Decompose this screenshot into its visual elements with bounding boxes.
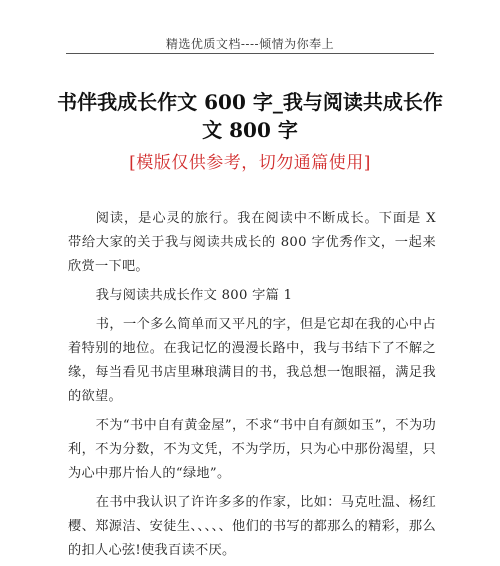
header-divider (66, 53, 434, 54)
paragraph: 阅读，是心灵的旅行。我在阅读中不断成长。下面是 X 带给大家的关于我与阅读共成长的 800 字优秀作文，一起来欣赏一下吧。 (68, 211, 436, 274)
section-heading: 我与阅读共成长作文 800 字篇 1 (95, 288, 293, 303)
document-body (68, 207, 436, 566)
page-header: 精选优质文档----倾情为你奉上 (165, 37, 335, 51)
template-notice: [模版仅供参考，切勿通篇使用] (129, 153, 371, 173)
paragraph: 书，一个多么简单而又平凡的字，但是它却在我的心中占着特别的地位。在我记忆的漫漫长路中，我与书结下了不解之缘，每当看见书店里琳琅满目的书，我总想一饱眼福，满足我的欲望。 (68, 317, 436, 404)
paragraph: 不为“书中自有黄金屋”，不求“书中自有颜如玉”，不为功利，不为分数，不为文凭，不为学历，只为心中那份渴望，只为心中那片怡人的“绿地”。 (68, 418, 436, 481)
document-title: 书伴我成长作文 600 字_我与阅读共成长作文 800 字 (57, 90, 443, 142)
paragraph: 在书中我认识了许许多多的作家，比如：马克吐温、杨红樱、郑源洁、安徒生、、、、、他们的书写的都那么的精彩，那么的扣人心弦!使我百读不厌。 (68, 495, 436, 558)
